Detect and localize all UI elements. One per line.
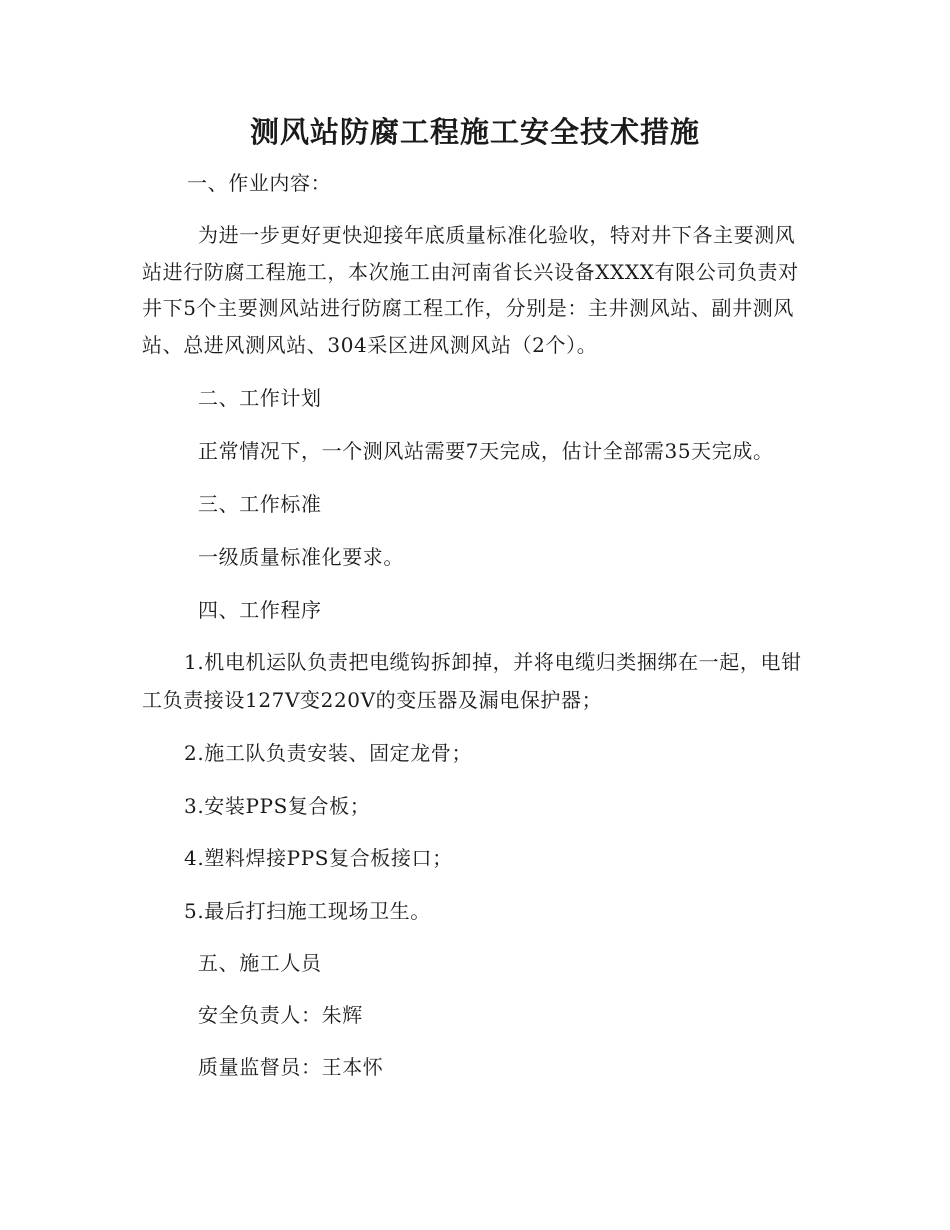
section-3-heading: 三、工作标准 [198, 492, 322, 516]
list-item-step-3: 3.安装PPS复合板； [184, 794, 371, 818]
document-title: 测风站防腐工程施工安全技术措施 [249, 115, 700, 149]
section-2-body: 正常情况下，一个测风站需要7天完成，估计全部需35天完成。 [198, 439, 774, 463]
section-1-body: 为进一步更好更快迎接年底质量标准化验收，特对井下各主要测风站进行防腐工程施工，本次施工由河南省长兴设备XXXX有限公司负责对井下5个主要测风站进行防腐工程工作，分别是：主井测风站、副井测风站、总进风测风站、304采区进风测风站（2个）。 [142, 223, 799, 357]
section-5-heading: 五、施工人员 [198, 951, 322, 975]
section-1-heading: 一、作业内容： [187, 171, 332, 195]
list-item-step-5: 5.最后打扫施工现场卫生。 [184, 899, 431, 923]
section-2-heading: 二、工作计划 [198, 386, 322, 410]
section-3-body: 一级质量标准化要求。 [198, 545, 404, 569]
list-item-step-4: 4.塑料焊接PPS复合板接口； [184, 846, 453, 870]
section-4-heading: 四、工作程序 [198, 598, 322, 622]
personnel-quality-supervisor: 质量监督员：王本怀 [198, 1055, 384, 1079]
list-item-step-2: 2.施工队负责安装、固定龙骨； [184, 741, 473, 765]
personnel-safety-lead: 安全负责人：朱辉 [198, 1003, 363, 1027]
list-item-step-1: 1.机电机运队负责把电缆钩拆卸掉，并将电缆归类捆绑在一起，电钳工负责接设127V变220V的变压器及漏电保护器； [142, 650, 802, 712]
